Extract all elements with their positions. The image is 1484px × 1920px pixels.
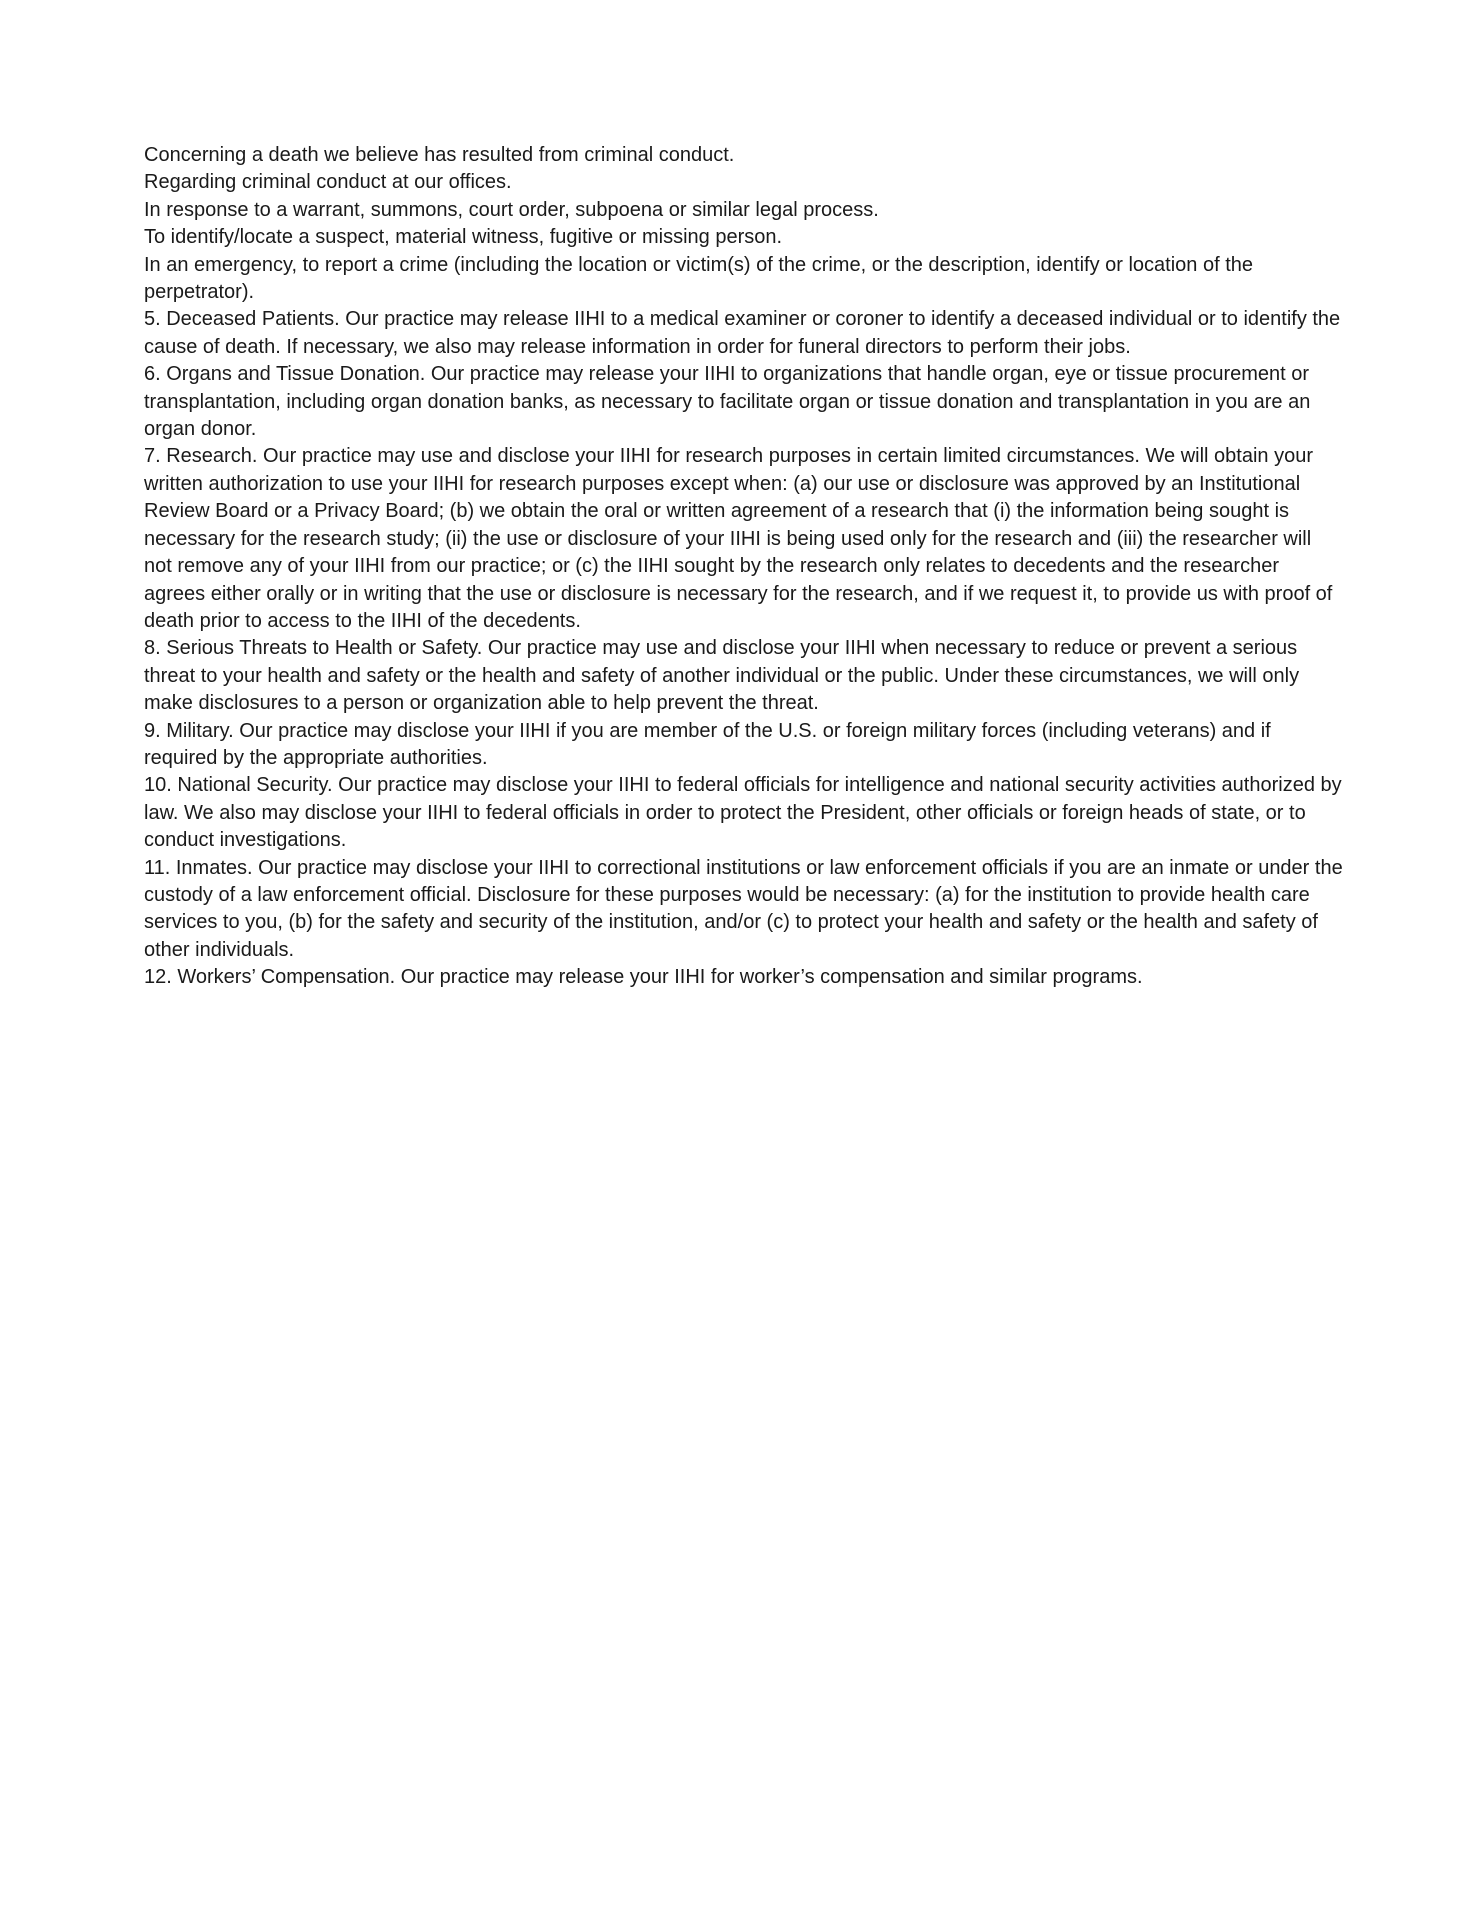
paragraph-emergency-report-crime: In an emergency, to report a crime (including the location or victim(s) of the crime, or the description, identify or location of the perpetrator). <box>144 253 1254 304</box>
paragraph-5-deceased-patients: 5. Deceased Patients. Our practice may release IIHI to a medical examiner or coroner to identify a deceased individual or to identify the cause of death. If necessary, we also may release information in order for funeral directors to perform their jobs. <box>144 308 1341 358</box>
paragraph-12-workers-compensation: 12. Workers’ Compensation. Our practice may release your IIHI for worker’s compensation and similar programs. <box>144 966 1143 989</box>
paragraph-identify-locate-suspect: To identify/locate a suspect, material witness, fugitive or missing person. <box>144 226 783 249</box>
paragraph-11-inmates: 11. Inmates. Our practice may disclose your IIHI to correctional institutions or law enforcement officials if you are an inmate or under the custody of a law enforcement official. Disclosure for these purposes would be necessary: (a) for the institution to provide health care services to you, (b) for the safety and security of the institution, and/or (c) to protect your health and safety or the health and safety of other individuals. <box>144 856 1343 961</box>
paragraph-warrant-summons: In response to a warrant, summons, court order, subpoena or similar legal process. <box>144 198 879 221</box>
paragraph-7-research: 7. Research. Our practice may use and disclose your IIHI for research purposes in certain limited circumstances. We will obtain your written authorization to use your IIHI for research purposes except when: (a) our use or disclosure was approved by an Institutional Review Board or a Privacy Board; (b) we obtain the oral or written agreement of a research that (i) the information being sought is necessary for the research study; (ii) the use or disclosure of your IIHI is being used only for the research and (iii) the researcher will not remove any of your IIHI from our practice; or (c) the IIHI sought by the research only relates to decedents and the researcher agrees either orally or in writing that the use or disclosure is necessary for the research, and if we request it, to provide us with proof of death prior to access to the IIHI of the decedents. <box>144 445 1333 632</box>
paragraph-criminal-conduct-offices: Regarding criminal conduct at our offices. <box>144 171 512 194</box>
paragraph-criminal-conduct-death: Concerning a death we believe has resulted from criminal conduct. <box>144 144 735 166</box>
paragraph-9-military: 9. Military. Our practice may disclose your IIHI if you are member of the U.S. or foreign military forces (including veterans) and if required by the appropriate authorities. <box>144 719 1271 769</box>
paragraph-10-national-security: 10. National Security. Our practice may disclose your IIHI to federal officials for intelligence and national security activities authorized by law. We also may disclose your IIHI to federal officials in order to protect the President, other officials or foreign heads of state, or to conduct investigations. <box>144 774 1342 852</box>
paragraph-8-serious-threats: 8. Serious Threats to Health or Safety. Our practice may use and disclose your IIHI when necessary to reduce or prevent a serious threat to your health and safety or the health and safety of another individual or the public. Under these circumstances, we will only make disclosures to a person or organization able to help prevent the threat. <box>144 637 1300 715</box>
paragraph-6-organs-tissue-donation: 6. Organs and Tissue Donation. Our practice may release your IIHI to organizations that handle organ, eye or tissue procurement or transplantation, including organ donation banks, as necessary to facilitate organ or tissue donation and transplantation in you are an organ donor. <box>144 363 1311 441</box>
document-body <box>144 142 1344 992</box>
